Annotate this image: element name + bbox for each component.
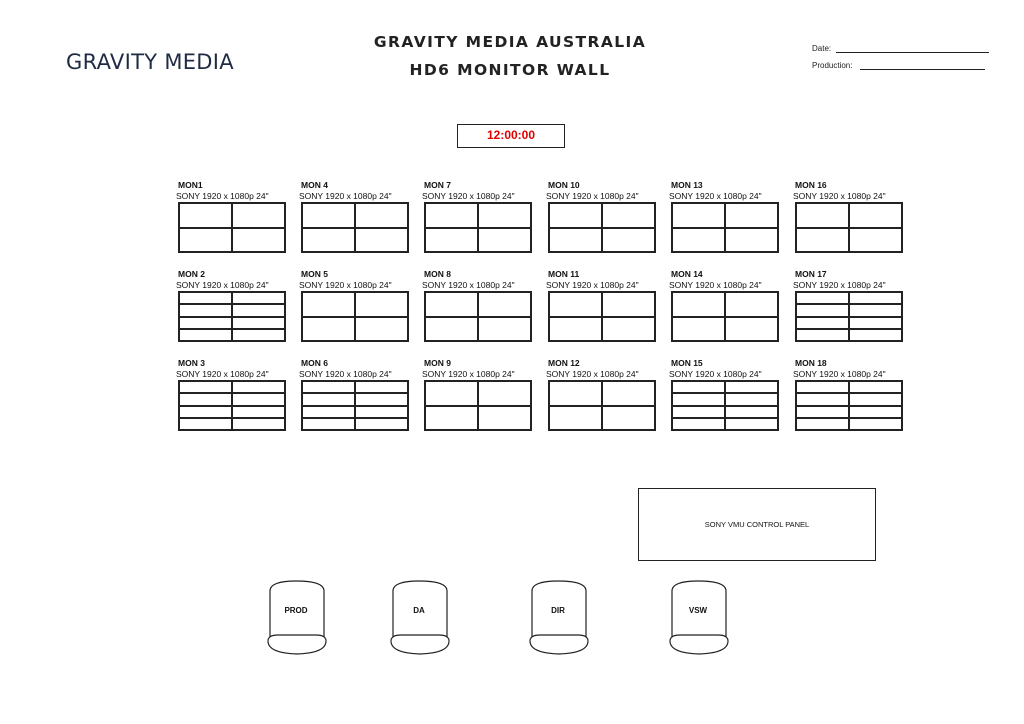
page-title: GRAVITY MEDIA AUSTRALIA bbox=[373, 33, 647, 51]
screen-split-cell bbox=[179, 317, 232, 329]
monitor-screen bbox=[178, 291, 286, 342]
screen-split-cell bbox=[672, 317, 725, 342]
screen-split-cell bbox=[796, 381, 849, 393]
screen-split-cell bbox=[796, 329, 849, 341]
screen-split-cell bbox=[849, 317, 902, 329]
monitor-screen bbox=[671, 202, 779, 253]
date-line bbox=[836, 52, 989, 53]
screen-split-cell bbox=[549, 381, 602, 406]
screen-split-cell bbox=[725, 228, 778, 253]
screen-split-cell bbox=[425, 317, 478, 342]
seat-label: DA bbox=[413, 606, 425, 615]
monitor-screen bbox=[301, 202, 409, 253]
monitor-mon7 bbox=[424, 180, 534, 253]
monitor-name: MON 15 bbox=[671, 358, 703, 368]
monitor-mon11 bbox=[548, 269, 658, 342]
screen-split-cell bbox=[232, 329, 285, 341]
monitor-mon18 bbox=[795, 358, 905, 431]
monitor-mon10 bbox=[548, 180, 658, 253]
screen-split-cell bbox=[725, 317, 778, 342]
monitor-screen bbox=[301, 291, 409, 342]
screen-split-cell bbox=[602, 292, 655, 317]
monitor-mon8 bbox=[424, 269, 534, 342]
monitor-spec: SONY 1920 x 1080p 24" bbox=[793, 369, 886, 379]
screen-split-cell bbox=[179, 406, 232, 418]
seat-vsw bbox=[666, 579, 736, 659]
screen-split-cell bbox=[232, 381, 285, 393]
monitor-mon15 bbox=[671, 358, 781, 431]
chair-icon bbox=[666, 579, 736, 659]
screen-split-cell bbox=[478, 203, 531, 228]
screen-split-cell bbox=[179, 329, 232, 341]
monitor-mon17 bbox=[795, 269, 905, 342]
screen-split-cell bbox=[478, 406, 531, 431]
screen-split-cell bbox=[796, 393, 849, 405]
screen-split-cell bbox=[302, 406, 355, 418]
company-logo: GRAVITY MEDIA bbox=[66, 50, 234, 74]
monitor-mon5 bbox=[301, 269, 411, 342]
monitor-spec: SONY 1920 x 1080p 24" bbox=[422, 280, 515, 290]
screen-split-cell bbox=[672, 393, 725, 405]
screen-split-cell bbox=[725, 418, 778, 430]
monitor-spec: SONY 1920 x 1080p 24" bbox=[546, 191, 639, 201]
screen-split-cell bbox=[355, 228, 408, 253]
monitor-screen bbox=[548, 202, 656, 253]
screen-split-cell bbox=[232, 228, 285, 253]
screen-split-cell bbox=[302, 317, 355, 342]
monitor-name: MON 3 bbox=[178, 358, 205, 368]
monitor-name: MON 13 bbox=[671, 180, 703, 190]
monitor-name: MON 18 bbox=[795, 358, 827, 368]
screen-split-cell bbox=[478, 381, 531, 406]
screen-split-cell bbox=[549, 317, 602, 342]
screen-split-cell bbox=[478, 228, 531, 253]
seat-dir bbox=[526, 579, 596, 659]
monitor-screen bbox=[671, 291, 779, 342]
screen-split-cell bbox=[355, 406, 408, 418]
monitor-name: MON 16 bbox=[795, 180, 827, 190]
monitor-screen bbox=[424, 291, 532, 342]
screen-split-cell bbox=[796, 304, 849, 316]
screen-split-cell bbox=[425, 228, 478, 253]
monitor-screen bbox=[795, 380, 903, 431]
monitor-screen bbox=[548, 291, 656, 342]
screen-split-cell bbox=[179, 304, 232, 316]
monitor-mon13 bbox=[671, 180, 781, 253]
monitor-name: MON 17 bbox=[795, 269, 827, 279]
monitor-mon16 bbox=[795, 180, 905, 253]
vmu-control-panel: SONY VMU CONTROL PANEL bbox=[638, 488, 876, 561]
screen-split-cell bbox=[302, 228, 355, 253]
screen-split-cell bbox=[796, 228, 849, 253]
screen-split-cell bbox=[725, 406, 778, 418]
monitor-name: MON 8 bbox=[424, 269, 451, 279]
screen-split-cell bbox=[355, 203, 408, 228]
screen-split-cell bbox=[602, 228, 655, 253]
monitor-spec: SONY 1920 x 1080p 24" bbox=[546, 369, 639, 379]
monitor-spec: SONY 1920 x 1080p 24" bbox=[546, 280, 639, 290]
monitor-name: MON 7 bbox=[424, 180, 451, 190]
screen-split-cell bbox=[179, 393, 232, 405]
monitor-spec: SONY 1920 x 1080p 24" bbox=[669, 191, 762, 201]
screen-split-cell bbox=[355, 317, 408, 342]
screen-split-cell bbox=[232, 304, 285, 316]
monitor-spec: SONY 1920 x 1080p 24" bbox=[793, 280, 886, 290]
screen-split-cell bbox=[425, 381, 478, 406]
monitor-screen bbox=[795, 202, 903, 253]
screen-split-cell bbox=[849, 292, 902, 304]
screen-split-cell bbox=[849, 228, 902, 253]
screen-split-cell bbox=[725, 381, 778, 393]
screen-split-cell bbox=[725, 203, 778, 228]
monitor-spec: SONY 1920 x 1080p 24" bbox=[176, 280, 269, 290]
monitor-name: MON 11 bbox=[548, 269, 580, 279]
monitor-screen bbox=[548, 380, 656, 431]
monitor-mon2 bbox=[178, 269, 288, 342]
screen-split-cell bbox=[425, 203, 478, 228]
screen-split-cell bbox=[672, 381, 725, 393]
monitor-spec: SONY 1920 x 1080p 24" bbox=[176, 191, 269, 201]
monitor-mon1 bbox=[178, 180, 288, 253]
screen-split-cell bbox=[796, 292, 849, 304]
production-field bbox=[812, 61, 852, 70]
page-subtitle: HD6 MONITOR WALL bbox=[409, 61, 611, 79]
screen-split-cell bbox=[672, 406, 725, 418]
monitor-spec: SONY 1920 x 1080p 24" bbox=[299, 369, 392, 379]
screen-split-cell bbox=[302, 418, 355, 430]
monitor-spec: SONY 1920 x 1080p 24" bbox=[793, 191, 886, 201]
screen-split-cell bbox=[179, 228, 232, 253]
screen-split-cell bbox=[425, 292, 478, 317]
screen-split-cell bbox=[602, 381, 655, 406]
seat-prod bbox=[264, 579, 334, 659]
monitor-name: MON 14 bbox=[671, 269, 703, 279]
monitor-screen bbox=[424, 380, 532, 431]
screen-split-cell bbox=[179, 381, 232, 393]
monitor-screen bbox=[178, 202, 286, 253]
monitor-name: MON 5 bbox=[301, 269, 328, 279]
monitor-name: MON 2 bbox=[178, 269, 205, 279]
screen-split-cell bbox=[549, 228, 602, 253]
screen-split-cell bbox=[302, 381, 355, 393]
screen-split-cell bbox=[355, 292, 408, 317]
screen-split-cell bbox=[478, 317, 531, 342]
monitor-name: MON 4 bbox=[301, 180, 328, 190]
monitor-spec: SONY 1920 x 1080p 24" bbox=[422, 191, 515, 201]
screen-split-cell bbox=[602, 406, 655, 431]
monitor-screen bbox=[671, 380, 779, 431]
screen-split-cell bbox=[355, 393, 408, 405]
clock-display: 12:00:00 bbox=[457, 124, 565, 148]
screen-split-cell bbox=[232, 393, 285, 405]
screen-split-cell bbox=[672, 418, 725, 430]
screen-split-cell bbox=[849, 381, 902, 393]
screen-split-cell bbox=[232, 406, 285, 418]
monitor-spec: SONY 1920 x 1080p 24" bbox=[422, 369, 515, 379]
monitor-mon9 bbox=[424, 358, 534, 431]
production-label: Production: bbox=[812, 61, 853, 70]
screen-split-cell bbox=[849, 304, 902, 316]
chair-icon bbox=[526, 579, 596, 659]
screen-split-cell bbox=[179, 292, 232, 304]
production-line bbox=[860, 69, 985, 70]
screen-split-cell bbox=[425, 406, 478, 431]
screen-split-cell bbox=[849, 406, 902, 418]
monitor-screen bbox=[424, 202, 532, 253]
screen-split-cell bbox=[355, 381, 408, 393]
screen-split-cell bbox=[232, 292, 285, 304]
screen-split-cell bbox=[302, 203, 355, 228]
seat-label: PROD bbox=[284, 606, 308, 615]
monitor-screen bbox=[178, 380, 286, 431]
seat-label: VSW bbox=[688, 606, 708, 615]
screen-split-cell bbox=[478, 292, 531, 317]
screen-split-cell bbox=[849, 329, 902, 341]
monitor-mon14 bbox=[671, 269, 781, 342]
monitor-name: MON 12 bbox=[548, 358, 580, 368]
screen-split-cell bbox=[672, 203, 725, 228]
screen-split-cell bbox=[602, 203, 655, 228]
screen-split-cell bbox=[672, 292, 725, 317]
screen-split-cell bbox=[849, 418, 902, 430]
screen-split-cell bbox=[849, 203, 902, 228]
seat-da bbox=[387, 579, 457, 659]
monitor-name: MON1 bbox=[178, 180, 203, 190]
monitor-screen bbox=[795, 291, 903, 342]
monitor-spec: SONY 1920 x 1080p 24" bbox=[299, 280, 392, 290]
date-field bbox=[812, 44, 831, 53]
monitor-mon6 bbox=[301, 358, 411, 431]
screen-split-cell bbox=[232, 317, 285, 329]
monitor-spec: SONY 1920 x 1080p 24" bbox=[176, 369, 269, 379]
monitor-name: MON 6 bbox=[301, 358, 328, 368]
monitor-screen bbox=[301, 380, 409, 431]
screen-split-cell bbox=[796, 317, 849, 329]
screen-split-cell bbox=[602, 317, 655, 342]
monitor-spec: SONY 1920 x 1080p 24" bbox=[669, 280, 762, 290]
date-label: Date: bbox=[812, 44, 832, 53]
monitor-mon12 bbox=[548, 358, 658, 431]
screen-split-cell bbox=[549, 203, 602, 228]
screen-split-cell bbox=[302, 292, 355, 317]
screen-split-cell bbox=[179, 203, 232, 228]
monitor-mon4 bbox=[301, 180, 411, 253]
screen-split-cell bbox=[302, 393, 355, 405]
monitor-mon3 bbox=[178, 358, 288, 431]
screen-split-cell bbox=[849, 393, 902, 405]
monitor-name: MON 9 bbox=[424, 358, 451, 368]
monitor-spec: SONY 1920 x 1080p 24" bbox=[299, 191, 392, 201]
chair-icon bbox=[264, 579, 334, 659]
screen-split-cell bbox=[725, 393, 778, 405]
screen-split-cell bbox=[725, 292, 778, 317]
screen-split-cell bbox=[549, 406, 602, 431]
seat-label: DIR bbox=[551, 606, 565, 615]
screen-split-cell bbox=[796, 418, 849, 430]
screen-split-cell bbox=[796, 406, 849, 418]
chair-icon bbox=[387, 579, 457, 659]
screen-split-cell bbox=[355, 418, 408, 430]
screen-split-cell bbox=[232, 203, 285, 228]
monitor-spec: SONY 1920 x 1080p 24" bbox=[669, 369, 762, 379]
screen-split-cell bbox=[796, 203, 849, 228]
screen-split-cell bbox=[549, 292, 602, 317]
screen-split-cell bbox=[179, 418, 232, 430]
screen-split-cell bbox=[232, 418, 285, 430]
monitor-name: MON 10 bbox=[548, 180, 580, 190]
screen-split-cell bbox=[672, 228, 725, 253]
